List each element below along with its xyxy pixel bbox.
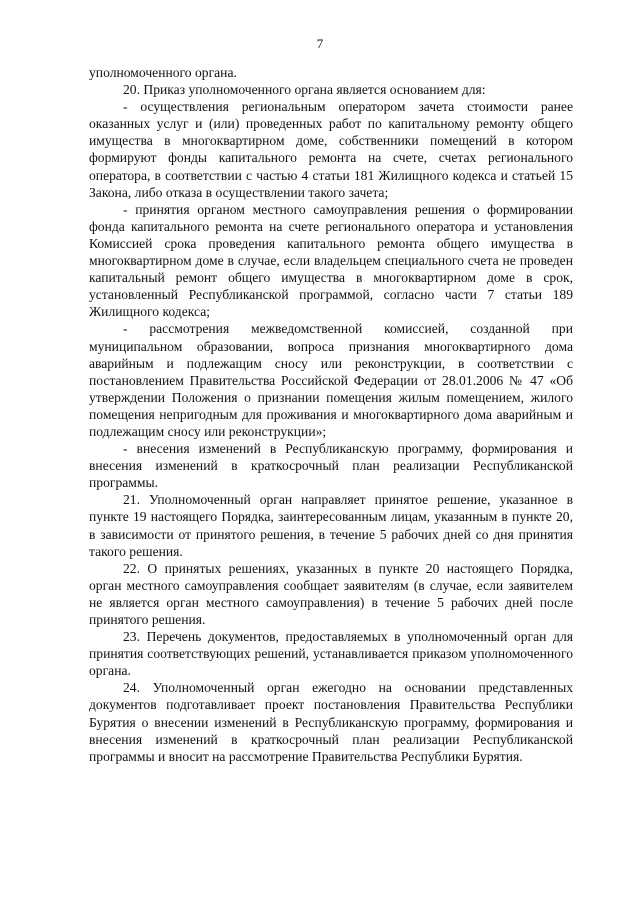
paragraph-20: 20. Приказ уполномоченного органа является основанием для: <box>123 82 486 98</box>
list-item-local-government-decision: - принятия органом местного самоуправления решения о формировании фонда капитального ремонта на счете регионального оператора и установления Комиссией срока проведения капитального ремонта общего имущества в многоквартирном доме в случае, если владельцем специального счета не проведен капитальный ремонт общего имущества в многоквартирном доме в срок, установленный Республиканской программой, согласно части 7 статьи 189 Жилищного кодекса; <box>89 201 573 320</box>
paragraph-23: 23. Перечень документов, предоставляемых в уполномоченный орган для принятия соответствующих решений, устанавливается приказом уполномоченного органа. <box>89 629 573 679</box>
paragraph-24: 24. Уполномоченный орган ежегодно на основании представленных документов подготавливает проект постановления Правительства Республики Бурятия о внесении изменений в Республиканскую программу, формирования и внесения изменений в краткосрочный план реализации Республиканской программы и вносит на рассмотрение Правительства Республики Бурятия. <box>89 680 573 764</box>
list-item-program-changes: - внесения изменений в Республиканскую программу, формирования и внесения изменений в краткосрочный план реализации Республиканской программы. <box>89 441 573 491</box>
page-number: 7 <box>316 36 324 51</box>
paragraph-continuation: уполномоченного органа. <box>89 65 237 80</box>
paragraph-22: 22. О принятых решениях, указанных в пункте 20 настоящего Порядка, орган местного самоуправления сообщает заявителям (в случае, если заявителем не является орган местного самоуправления) в течение 5 рабочих дней после принятого решения. <box>89 560 573 627</box>
paragraph-21: 21. Уполномоченный орган направляет принятое решение, указанное в пункте 19 настоящего Порядка, заинтересованным лицам, указанным в пункте 20, в зависимости от принятого решения, в течение 5 рабочих дней со дня принятия такого решения. <box>89 492 573 559</box>
list-item-interdepartmental-commission: - рассмотрения межведомственной комиссией, созданной при муниципальном образовании, вопроса признания многоквартирного дома аварийным и подлежащим сносу или реконструкции, в соответствии с постановлением Правительства Российской Федерации от 28.01.2006 № 47 «Об утверждении Положения о признании помещения жилым помещением, жилого помещения непригодным для проживания и многоквартирного дома аварийным и подлежащим сносу или реконструкции»; <box>89 321 573 439</box>
document-body <box>89 64 573 765</box>
list-item-credit-offset: - осуществления региональным оператором зачета стоимости ранее оказанных услуг и (или) проведенных работ по капитальному ремонту общего имущества в многоквартирном доме, собственники помещений в котором формируют фонды капитального ремонта на счете, счетах регионального оператора, в соответствии с частью 4 статьи 181 Жилищного кодекса и статьей 15 Закона, либо отказа в осуществлении такого зачета; <box>89 99 573 200</box>
